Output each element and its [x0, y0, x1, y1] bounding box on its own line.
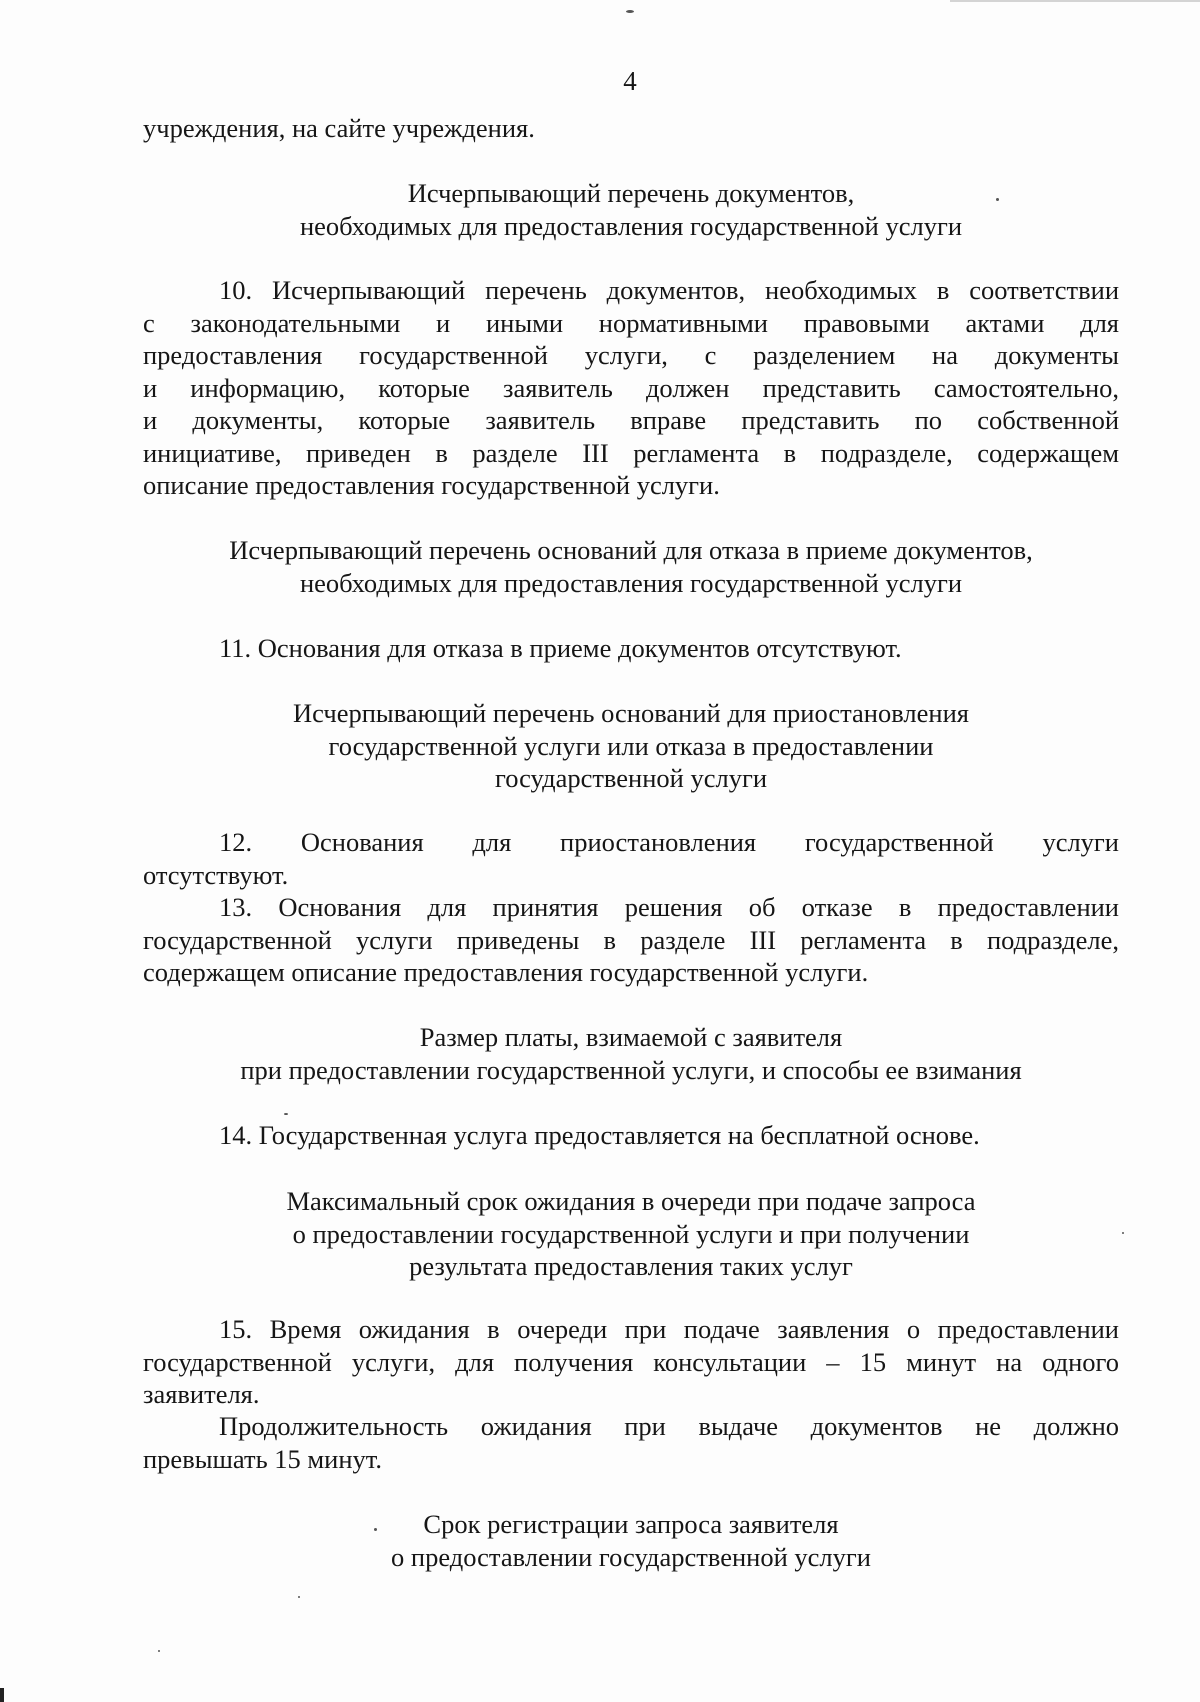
section-heading-fee — [143, 1021, 1119, 1086]
section-heading-documents-list — [143, 177, 1119, 242]
paragraph-line: 13. Основания для принятия решения об отказе в предоставлении — [219, 892, 1119, 922]
scan-speck — [298, 1596, 300, 1598]
paragraph-15 — [143, 1313, 1119, 1411]
paragraph-line: государственной услуги приведены в разделе III регламента в подразделе, — [143, 924, 1119, 955]
scan-speck — [1122, 1232, 1124, 1234]
paragraph-line: описание предоставления государственной услуги. — [143, 470, 720, 500]
section-heading-registration-term — [143, 1508, 1119, 1573]
intro-line: учреждения, на сайте учреждения. — [143, 113, 535, 143]
paragraph-line: 12. Основания для приостановления государственной услуги — [219, 827, 1119, 857]
scan-artifact-line — [950, 0, 1200, 2]
heading-line: необходимых для предоставления государственной услуги — [299, 567, 963, 598]
heading-line: государственной услуги — [494, 763, 768, 793]
heading-line: Исчерпывающий перечень оснований для отказа в приеме документов, — [229, 535, 1033, 565]
paragraph-15-continued — [143, 1410, 1119, 1475]
paragraph-line: содержащем описание предоставления государственной услуги. — [143, 957, 869, 987]
intro-line-block — [143, 112, 1119, 145]
paragraph-line: предоставления государственной услуги, с разделением на документы — [143, 340, 1119, 370]
scan-speck — [626, 10, 634, 13]
heading-line: государственной услуги или отказа в предоставлении — [328, 730, 934, 761]
section-heading-suspension-grounds — [143, 697, 1119, 795]
paragraph-14 — [143, 1119, 1119, 1152]
heading-line: Исчерпывающий перечень документов, — [407, 178, 855, 208]
paragraph-line: государственной услуги, для получения консультации – 15 минут на одного — [143, 1346, 1119, 1377]
heading-line: Срок регистрации запроса заявителя — [423, 1509, 839, 1539]
heading-line: о предоставлении государственной услуги и при получении — [292, 1218, 970, 1249]
section-heading-refusal-grounds — [143, 534, 1119, 599]
page-number: 4 — [623, 66, 637, 96]
paragraph-line: 11. Основания для отказа в приеме документов отсутствуют. — [219, 633, 902, 663]
scan-speck — [158, 1650, 160, 1652]
heading-line: о предоставлении государственной услуги — [391, 1541, 871, 1572]
paragraph-line: 10. Исчерпывающий перечень документов, необходимых в соответствии — [219, 275, 1119, 305]
paragraph-line: 14. Государственная услуга предоставляется на бесплатной основе. — [219, 1120, 980, 1150]
section-heading-waiting-time — [143, 1185, 1119, 1283]
heading-line: результата предоставления таких услуг — [409, 1251, 853, 1281]
scan-speck — [284, 1113, 288, 1115]
paragraph-line: с законодательными и иными нормативными правовыми актами для — [143, 307, 1119, 338]
paragraph-line: и информацию, которые заявитель должен представить самостоятельно, — [143, 372, 1119, 403]
paragraph-13 — [143, 891, 1119, 989]
heading-line: Размер платы, взимаемой с заявителя — [419, 1022, 843, 1052]
heading-line: Максимальный срок ожидания в очереди при подаче запроса — [286, 1186, 976, 1216]
paragraph-line: заявителя. — [143, 1379, 260, 1409]
paragraph-line: превышать 15 минут. — [143, 1443, 383, 1474]
heading-line: необходимых для предоставления государственной услуги — [299, 210, 963, 241]
paragraph-line: инициативе, приведен в разделе III регламента в подразделе, содержащем — [143, 437, 1119, 468]
heading-line: Исчерпывающий перечень оснований для приостановления — [293, 698, 969, 728]
paragraph-line: и документы, которые заявитель вправе представить по собственной — [143, 405, 1119, 435]
paragraph-line: отсутствуют. — [143, 859, 289, 890]
scan-edge-mark — [0, 1688, 4, 1702]
paragraph-12 — [143, 826, 1119, 891]
paragraph-line: 15. Время ожидания в очереди при подаче заявления о предоставлении — [219, 1314, 1119, 1344]
heading-line: при предоставлении государственной услуги, и способы ее взимания — [240, 1054, 1022, 1085]
paragraph-11 — [143, 632, 1119, 665]
paragraph-10 — [143, 274, 1119, 502]
paragraph-line: Продолжительность ожидания при выдаче документов не должно — [219, 1411, 1119, 1441]
